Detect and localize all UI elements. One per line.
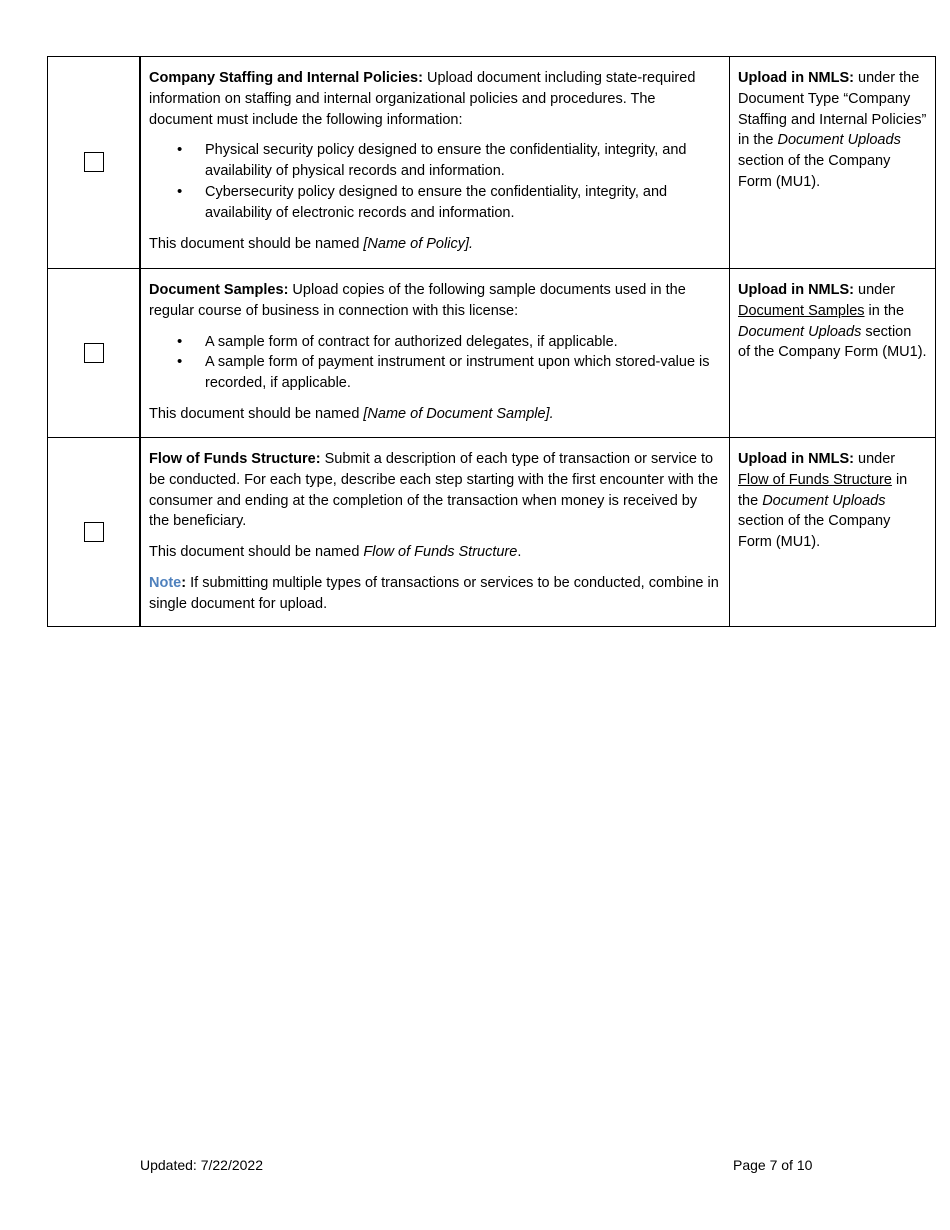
- upload-location: Upload in NMLS: under Document Samples in the Document Uploads section of the Company Form (MU1).: [730, 269, 936, 438]
- upload-heading: Upload in NMLS:: [738, 282, 854, 298]
- list-item: • Physical security policy designed to ensure the confidentiality, integrity, and availability of physical records and information.: [205, 140, 721, 182]
- checkbox[interactable]: [84, 522, 104, 542]
- table-row: [48, 269, 936, 438]
- requirement-heading: Company Staffing and Internal Policies:: [149, 70, 423, 86]
- note: Note: If submitting multiple types of transactions or services to be conducted, combine in single document for upload.: [149, 574, 719, 612]
- requirement-intro: Flow of Funds Structure: Submit a description of each type of transaction or service to be conducted. For each type, describe each step starting with the first encounter with the consumer and ending at the completion of the transaction when money is received by the beneficiary.: [149, 451, 719, 530]
- list-item: • A sample form of payment instrument or instrument upon which stored-value is recorded, if applicable.: [205, 352, 721, 394]
- naming-instruction: This document should be named Flow of Funds Structure.: [149, 544, 522, 561]
- document-type-link: Document Samples: [738, 302, 865, 319]
- checklist-table: [47, 56, 936, 627]
- upload-location: Upload in NMLS: under Flow of Funds Structure in the Document Uploads section of the Company Form (MU1).: [730, 438, 936, 627]
- upload-location: Upload in NMLS: under the Document Type “Company Staffing and Internal Policies” in the Document Uploads section of the Company Form (MU1).: [730, 57, 936, 269]
- checkbox[interactable]: [84, 343, 104, 363]
- naming-instruction: This document should be named [Name of Policy].: [149, 235, 473, 252]
- document-name: Flow of Funds Structure: [363, 544, 518, 561]
- document-type-link: Flow of Funds Structure: [738, 471, 892, 488]
- upload-heading: Upload in NMLS:: [738, 451, 854, 467]
- footer-page-number: Page 7 of 10: [733, 1157, 813, 1173]
- checkbox-cell: [48, 438, 141, 627]
- checkbox-cell: [48, 57, 141, 269]
- footer-updated-date: Updated: 7/22/2022: [140, 1157, 263, 1173]
- requirement-description: [140, 438, 730, 627]
- requirement-intro: Document Samples: Upload copies of the following sample documents used in the regular course of business in connection with this license:: [149, 282, 686, 319]
- table-row: [48, 57, 936, 269]
- requirement-intro: Company Staffing and Internal Policies: Upload document including state-required information on staffing and internal organizational policies and procedures. The document must include the following information:: [149, 70, 696, 128]
- note-label: Note: [149, 574, 182, 591]
- upload-heading: Upload in NMLS:: [738, 70, 854, 86]
- list-item: • A sample form of contract for authorized delegates, if applicable.: [205, 332, 721, 353]
- requirement-heading: Document Samples:: [149, 282, 289, 298]
- naming-instruction: This document should be named [Name of Document Sample].: [149, 405, 554, 422]
- checkbox-cell: [48, 269, 141, 438]
- list-item: • Cybersecurity policy designed to ensure the confidentiality, integrity, and availability of electronic records and information.: [205, 182, 721, 224]
- requirement-list: [149, 332, 721, 394]
- document-name: [Name of Document Sample].: [363, 405, 554, 422]
- requirement-list: [149, 140, 721, 223]
- requirement-heading: Flow of Funds Structure:: [149, 451, 321, 467]
- requirement-description: [140, 57, 730, 269]
- requirement-description: [140, 269, 730, 438]
- checkbox[interactable]: [84, 152, 104, 172]
- table-row: [48, 438, 936, 627]
- document-name: [Name of Policy].: [363, 235, 473, 252]
